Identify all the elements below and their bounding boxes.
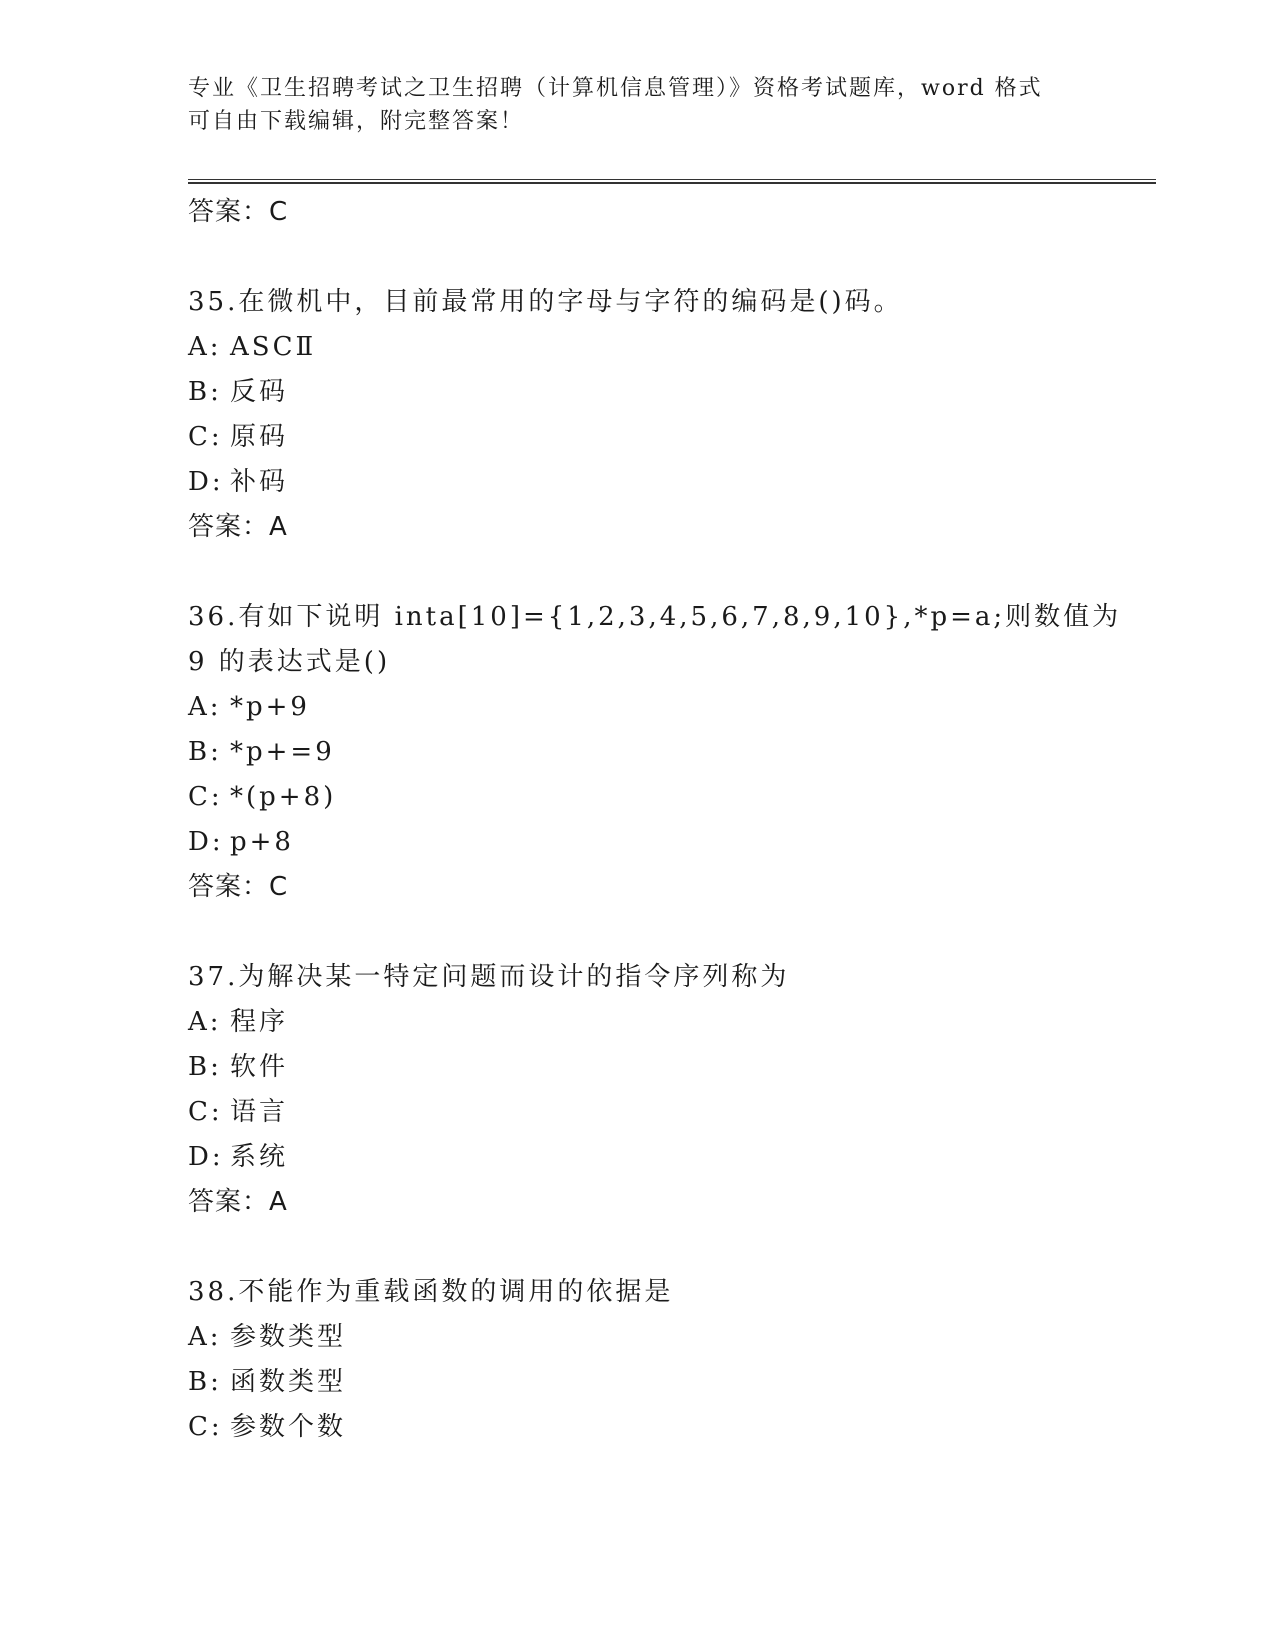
- option-key: D:: [188, 827, 224, 857]
- option-text: 函数类型: [230, 1367, 347, 1397]
- question-37: [188, 955, 1128, 1224]
- option-key: B:: [188, 377, 222, 407]
- option-text: p+8: [230, 827, 294, 857]
- option-key: C:: [188, 422, 223, 452]
- answer-36: 答案：C: [188, 872, 289, 902]
- option-key: D:: [188, 467, 224, 497]
- option-text: 反码: [230, 377, 289, 407]
- question-list: [188, 190, 1128, 1450]
- option-key: A:: [188, 332, 222, 362]
- question-36: [188, 595, 1128, 909]
- option-text: 补码: [230, 467, 289, 497]
- option-c: [188, 1090, 1128, 1135]
- option-key: B:: [188, 1367, 222, 1397]
- option-d: [188, 460, 1128, 505]
- option-key: C:: [188, 1412, 223, 1442]
- option-text: 参数个数: [230, 1412, 347, 1442]
- option-d: [188, 1135, 1128, 1180]
- option-key: C:: [188, 782, 223, 812]
- question-text: 35.在微机中，目前最常用的字母与字符的编码是()码。: [188, 287, 903, 317]
- option-text: ASCⅡ: [230, 332, 317, 362]
- option-a: [188, 685, 1128, 730]
- option-key: A:: [188, 692, 222, 722]
- option-c: [188, 415, 1128, 460]
- question-text: 37.为解决某一特定问题而设计的指令序列称为: [188, 962, 790, 992]
- option-key: A:: [188, 1007, 222, 1037]
- answer-34: 答案：C: [188, 197, 289, 227]
- option-text: 程序: [230, 1007, 289, 1037]
- option-text: 参数类型: [230, 1322, 347, 1352]
- option-text: 系统: [230, 1142, 289, 1172]
- option-b: [188, 370, 1128, 415]
- option-key: A:: [188, 1322, 222, 1352]
- option-key: B:: [188, 737, 222, 767]
- option-a: [188, 325, 1128, 370]
- header-divider: [188, 179, 1156, 184]
- option-b: [188, 730, 1128, 775]
- question-35: [188, 280, 1128, 549]
- question-text: 36.有如下说明 inta[10]={1,2,3,4,5,6,7,8,9,10},*p=a;则数值为 9 的表达式是(): [188, 602, 1122, 677]
- option-text: 软件: [230, 1052, 289, 1082]
- answer-35: 答案：A: [188, 512, 288, 542]
- option-text: 原码: [230, 422, 289, 452]
- option-text: *p+9: [230, 692, 310, 722]
- option-b: [188, 1360, 1128, 1405]
- option-text: *(p+8): [230, 782, 337, 812]
- header-line-1: 专业《卫生招聘考试之卫生招聘（计算机信息管理）》资格考试题库，word 格式: [188, 76, 1043, 101]
- question-text: 38.不能作为重载函数的调用的依据是: [188, 1277, 674, 1307]
- question-38: [188, 1270, 1128, 1450]
- header-line-2: 可自由下载编辑，附完整答案！: [188, 109, 525, 134]
- option-text: *p+=9: [230, 737, 335, 767]
- option-b: [188, 1045, 1128, 1090]
- option-text: 语言: [230, 1097, 289, 1127]
- option-a: [188, 1315, 1128, 1360]
- option-c: [188, 1405, 1128, 1450]
- option-a: [188, 1000, 1128, 1045]
- option-key: B:: [188, 1052, 222, 1082]
- option-key: D:: [188, 1142, 224, 1172]
- option-d: [188, 820, 1128, 865]
- answer-37: 答案：A: [188, 1187, 288, 1217]
- document-header: [188, 72, 1068, 138]
- option-c: [188, 775, 1128, 820]
- option-key: C:: [188, 1097, 223, 1127]
